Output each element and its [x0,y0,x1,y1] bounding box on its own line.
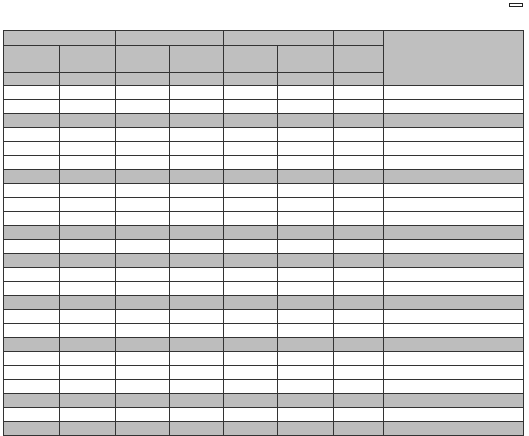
unit-header [116,73,170,86]
financial-table [3,30,524,436]
table-row [4,212,524,226]
table-cell [4,254,60,268]
table-cell [278,324,334,338]
table-cell [4,212,60,226]
table-cell [170,240,224,254]
col-1395-header [4,31,116,46]
table-cell [116,142,170,156]
table-row [4,100,524,114]
table-cell [60,254,116,268]
table-cell [224,226,278,240]
row-label [384,338,524,352]
table-row [4,114,524,128]
table-cell [278,240,334,254]
table-cell [4,352,60,366]
col-1394-header [116,31,224,46]
table-cell [278,254,334,268]
table-cell [170,128,224,142]
table-row [4,226,524,240]
table-cell [278,422,334,436]
table-cell [116,100,170,114]
table-cell [60,324,116,338]
subheader-no-capital-inc-1395 [4,46,60,73]
table-cell [334,324,384,338]
table-cell [116,310,170,324]
table-cell [224,380,278,394]
table-cell [334,338,384,352]
table-cell [60,184,116,198]
table-cell [4,268,60,282]
table-row [4,170,524,184]
table-row [4,366,524,380]
table-cell [278,100,334,114]
table-cell [116,240,170,254]
table-row [4,296,524,310]
unit-header [4,73,60,86]
table-cell [224,212,278,226]
table-cell [116,184,170,198]
table-cell [4,156,60,170]
table-cell [334,268,384,282]
table-cell [170,352,224,366]
table-cell [60,226,116,240]
table-cell [278,86,334,100]
table-cell [224,128,278,142]
table-cell [334,114,384,128]
row-label [384,394,524,408]
table-cell [4,184,60,198]
table-cell [278,184,334,198]
table-cell [224,100,278,114]
table-cell [116,422,170,436]
subheader-no-capital-inc-1393 [224,46,278,73]
row-label [384,282,524,296]
table-cell [116,324,170,338]
table-row [4,240,524,254]
table-cell [224,282,278,296]
table-cell [4,100,60,114]
table-cell [116,366,170,380]
table-cell [170,338,224,352]
table-cell [334,240,384,254]
table-cell [60,100,116,114]
table-cell [116,268,170,282]
table-cell [278,142,334,156]
table-cell [278,366,334,380]
table-cell [278,156,334,170]
row-label [384,156,524,170]
table-cell [116,338,170,352]
table-cell [60,86,116,100]
table-cell [278,296,334,310]
table-cell [4,114,60,128]
table-cell [334,352,384,366]
table-cell [170,380,224,394]
table-cell [116,86,170,100]
subheader-capital-inc-1394 [170,46,224,73]
table-row [4,338,524,352]
table-row [4,324,524,338]
table-cell [4,240,60,254]
table-row [4,352,524,366]
unit-header [170,73,224,86]
table-cell [278,114,334,128]
row-label [384,254,524,268]
table-cell [278,128,334,142]
table-cell [4,310,60,324]
table-cell [170,254,224,268]
table-cell [170,212,224,226]
table-cell [4,128,60,142]
table-cell [116,212,170,226]
row-label [384,198,524,212]
table-cell [170,184,224,198]
unit-header [334,73,384,86]
table-cell [334,254,384,268]
table-cell [170,324,224,338]
table-cell [278,198,334,212]
row-label [384,268,524,282]
table-cell [278,310,334,324]
table-cell [170,422,224,436]
row-label [384,226,524,240]
table-cell [170,394,224,408]
table-cell [334,394,384,408]
subheader-capital-inc-1395 [60,46,116,73]
table-cell [116,128,170,142]
table-cell [4,296,60,310]
subheader-restated [334,46,384,73]
unit-header [60,73,116,86]
table-cell [224,422,278,436]
table-cell [4,170,60,184]
table-cell [116,254,170,268]
table-cell [170,100,224,114]
table-cell [116,296,170,310]
table-cell [334,100,384,114]
table-cell [224,296,278,310]
table-cell [334,198,384,212]
table-cell [170,198,224,212]
row-label [384,324,524,338]
unit-header [278,73,334,86]
table-cell [224,156,278,170]
row-label [384,422,524,436]
table-cell [60,170,116,184]
table-row [4,156,524,170]
row-label [384,352,524,366]
table-cell [4,394,60,408]
table-cell [116,170,170,184]
table-cell [60,394,116,408]
table-cell [224,366,278,380]
row-label [384,310,524,324]
row-label [384,296,524,310]
table-cell [60,296,116,310]
table-cell [4,338,60,352]
row-label [384,212,524,226]
table-cell [334,282,384,296]
table-cell [4,380,60,394]
table-cell [60,212,116,226]
table-cell [170,156,224,170]
row-label [384,128,524,142]
row-label [384,86,524,100]
table-cell [278,380,334,394]
row-label [384,142,524,156]
table-cell [116,114,170,128]
table-cell [60,240,116,254]
table-cell [278,394,334,408]
table-cell [278,338,334,352]
unit-note [509,3,523,7]
table-cell [60,198,116,212]
table-cell [4,422,60,436]
table-row [4,86,524,100]
table-row [4,198,524,212]
table-cell [224,268,278,282]
table-cell [224,254,278,268]
table-cell [4,226,60,240]
table-cell [60,156,116,170]
subheader-no-capital-inc-1394 [116,46,170,73]
table-cell [334,86,384,100]
table-cell [170,86,224,100]
table-cell [60,114,116,128]
table-cell [278,352,334,366]
row-label [384,184,524,198]
table-cell [224,394,278,408]
table-row [4,142,524,156]
table-cell [60,310,116,324]
table-cell [170,114,224,128]
table-cell [170,282,224,296]
table-cell [334,296,384,310]
table-cell [278,226,334,240]
table-cell [170,142,224,156]
table-cell [4,324,60,338]
table-cell [170,296,224,310]
table-cell [170,366,224,380]
table-cell [278,212,334,226]
col-desc-header [384,31,524,86]
table-cell [334,212,384,226]
table-cell [116,394,170,408]
table-cell [60,380,116,394]
table-row [4,380,524,394]
table-cell [116,226,170,240]
table-cell [4,198,60,212]
table-cell [334,156,384,170]
col-1392-header [334,31,384,46]
subheader-capital-inc-1393 [278,46,334,73]
table-cell [116,198,170,212]
table-cell [4,366,60,380]
table-cell [4,86,60,100]
table-cell [278,268,334,282]
table-cell [60,422,116,436]
table-cell [60,338,116,352]
table-cell [60,282,116,296]
table-cell [224,198,278,212]
table-cell [170,310,224,324]
table-cell [224,114,278,128]
table-cell [224,170,278,184]
table-cell [334,170,384,184]
table-cell [278,282,334,296]
table-cell [334,422,384,436]
row-label [384,170,524,184]
table-cell [60,352,116,366]
table-row [4,268,524,282]
row-label [384,100,524,114]
table-cell [334,380,384,394]
unit-header [224,73,278,86]
table-cell [224,184,278,198]
table-cell [116,380,170,394]
table-cell [224,142,278,156]
table-row [4,184,524,198]
table-cell [224,310,278,324]
table-cell [334,184,384,198]
table-cell [60,142,116,156]
table-cell [278,170,334,184]
table-row [4,394,524,408]
table-cell [334,310,384,324]
table-cell [334,142,384,156]
table-cell [224,86,278,100]
table-cell [116,352,170,366]
row-label [384,380,524,394]
table-row [4,282,524,296]
table-cell [170,268,224,282]
table-row [4,254,524,268]
table-cell [60,128,116,142]
table-cell [170,226,224,240]
table-cell [60,268,116,282]
table-body [4,86,524,436]
col-1393-header [224,31,334,46]
table-cell [116,282,170,296]
table-row [4,310,524,324]
table-row [4,128,524,142]
table-cell [116,156,170,170]
table-cell [170,170,224,184]
table-cell [224,324,278,338]
table-cell [334,366,384,380]
table-cell [224,338,278,352]
table-row [4,422,524,436]
table-cell [334,128,384,142]
table-cell [60,366,116,380]
table-cell [4,142,60,156]
table-cell [4,282,60,296]
table-cell [224,352,278,366]
row-label [384,114,524,128]
table-cell [224,240,278,254]
table-cell [334,226,384,240]
row-label [384,240,524,254]
row-label [384,366,524,380]
